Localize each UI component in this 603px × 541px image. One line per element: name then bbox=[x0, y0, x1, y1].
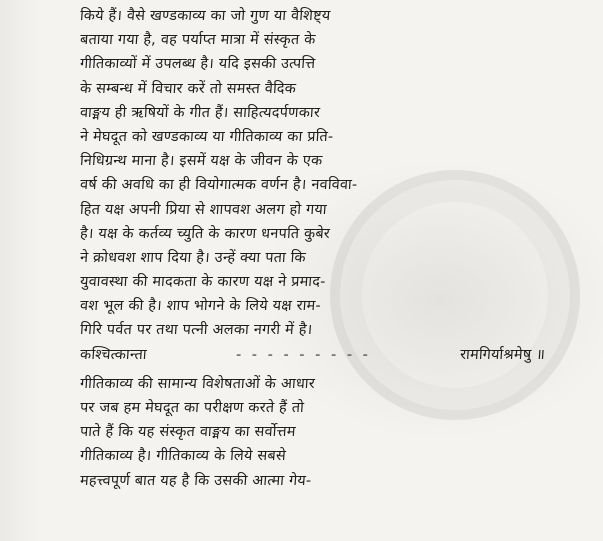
text-line: वाङ्मय ही ऋषियों के गीत हैं। साहित्यदर्पणकार bbox=[79, 104, 321, 121]
text-line: महत्त्वपूर्ण बात यह है कि उसकी आत्मा गेय- bbox=[79, 472, 312, 489]
verse-line bbox=[79, 343, 586, 367]
text-line: वर्ष की अवधि का ही वियोगात्मक वर्णन है। नवविवा- bbox=[79, 177, 358, 194]
text-line: है। यक्ष के कर्तव्य च्युति के कारण धनपति कुबेर bbox=[79, 225, 331, 242]
text-line: गीतिकाव्य की सामान्य विशेषताओं के आधार bbox=[79, 375, 316, 392]
text-line: पर जब हम मेघदूत का परीक्षण करते हैं तो bbox=[79, 400, 305, 416]
text-line: निधिग्रन्थ माना है। इसमें यक्ष के जीवन के एक bbox=[79, 153, 323, 170]
text-line: ने मेघदूत को खण्डकाव्य या गीतिकाव्य का प्रति- bbox=[79, 128, 334, 145]
text-line: ने क्रोधवश शाप दिया है। उन्हें क्या पता कि bbox=[79, 249, 307, 266]
text-line: बताया गया है, वह पर्याप्त मात्रा में संस्कृत के bbox=[79, 32, 317, 49]
text-line: गीतिकाव्य है। गीतिकाव्य के लिये सबसे bbox=[79, 448, 287, 465]
text-line: हित यक्ष अपनी प्रिया से शापवश अलग हो गया bbox=[79, 201, 328, 218]
verse-start: कश्चित्कान्ता bbox=[79, 346, 148, 363]
text-line: युवावस्था की मादकता के कारण यक्ष ने प्रमाद- bbox=[79, 274, 327, 291]
text-line: गीतिकाव्यों में उपलब्ध है। यदि इसकी उत्पत्ति bbox=[79, 56, 316, 73]
verse-end: रामगिर्याश्रमेषु ॥ bbox=[459, 346, 546, 363]
text-line: के सम्बन्ध में विचार करें तो समस्त वैदिक bbox=[79, 80, 297, 97]
verse-ellipsis: - - - - - - - - - bbox=[235, 346, 372, 363]
text-line: किये हैं। वैसे खण्डकाव्य का जो गुण या वैशिष्ट्य bbox=[79, 8, 331, 24]
handwritten-text-block bbox=[80, 4, 585, 493]
text-line: पाते हैं कि यह संस्कृत वाङ्मय का सर्वोत्तम bbox=[79, 424, 297, 441]
text-line: वश भूल की है। शाप भोगने के लिये यक्ष राम- bbox=[79, 298, 322, 315]
text-line: गिरि पर्वत पर तथा पत्नी अलका नगरी में है। bbox=[79, 322, 313, 339]
